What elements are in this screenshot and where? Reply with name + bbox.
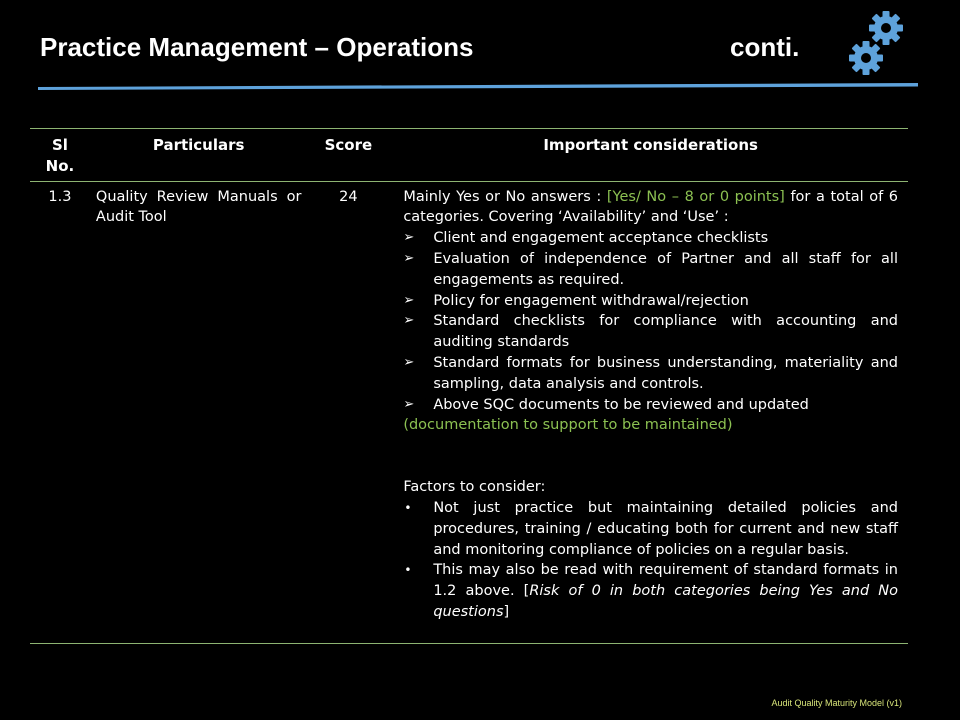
arrow-bullet-icon: ➢ <box>403 292 415 308</box>
considerations-table <box>30 128 908 644</box>
documentation-note: (documentation to support to be maintained) <box>403 417 733 434</box>
list-item: ➢ Client and engagement acceptance checklists <box>403 228 898 249</box>
arrow-bullet-icon: ➢ <box>403 313 415 329</box>
list-item: ➢ Standard formats for business understanding, materiality and sampling, data analysis and controls. <box>403 354 898 392</box>
list-item: ➢ Standard checklists for compliance with accounting and auditing standards <box>403 313 898 351</box>
header-score: Score <box>307 129 389 182</box>
arrow-bullet-icon: ➢ <box>403 250 415 266</box>
slide-title: Practice Management – Operations <box>40 32 474 62</box>
list-item: • This may also be read with requirement of standard formats in 1.2 above. [Risk of 0 in both categories being Yes and No questions] <box>404 562 898 620</box>
cell-considerations <box>389 181 908 643</box>
arrow-bullet-icon: ➢ <box>403 354 415 370</box>
cell-score: 24 <box>307 181 389 643</box>
factors-heading: Factors to consider: <box>403 479 546 496</box>
arrow-bullet-icon: ➢ <box>403 396 415 412</box>
bullet-icon: • <box>404 563 412 578</box>
table-row <box>30 181 908 643</box>
cell-particulars: Quality Review Manuals or Audit Tool <box>90 181 308 643</box>
spacer <box>403 436 898 477</box>
list-item: ➢ Evaluation of independence of Partner and all staff for all engagements as required. <box>403 250 898 288</box>
points-note: [Yes/ No – 8 or 0 points] <box>606 188 785 205</box>
footer-text: Audit Quality Maturity Model (v1) <box>771 698 902 708</box>
bullet-icon: • <box>404 500 412 515</box>
table-header-row <box>30 129 908 182</box>
cell-sl-no: 1.3 <box>30 181 90 643</box>
header-sl-no: Sl No. <box>30 129 90 182</box>
title-rule <box>38 83 918 91</box>
arrow-bullet-icon: ➢ <box>403 230 415 246</box>
gears-icon <box>840 6 910 82</box>
header-important-considerations: Important considerations <box>389 129 908 182</box>
considerations-intro: Mainly Yes or No answers : [Yes/ No – 8 or 0 points] for a total of 6 categories. Covering ‘Availability’ and ‘Use’ : <box>403 188 898 226</box>
header-particulars: Particulars <box>90 129 308 182</box>
slide-title-suffix: conti. <box>730 32 800 62</box>
list-item: • Not just practice but maintaining detailed policies and procedures, training / educating both for current and new staff and monitoring compliance of policies on a regular basis. <box>404 499 898 558</box>
list-item: ➢ Above SQC documents to be reviewed and updated <box>403 395 898 416</box>
checklist <box>403 228 898 415</box>
list-item: ➢ Policy for engagement withdrawal/rejection <box>403 291 898 312</box>
factors-list <box>403 498 898 623</box>
